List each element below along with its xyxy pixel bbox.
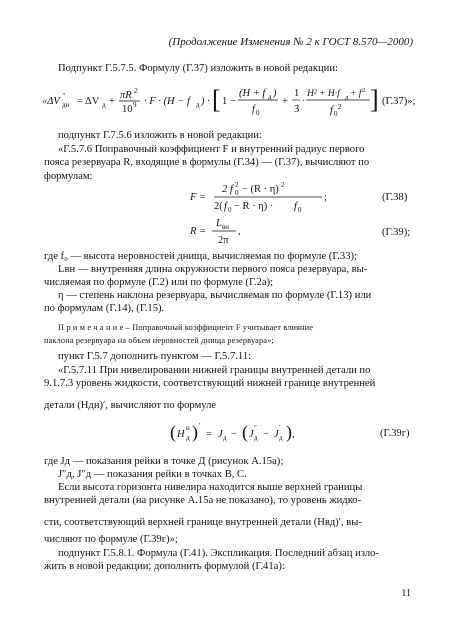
- svg-text:(: (: [170, 422, 176, 442]
- svg-text:″: ″: [62, 92, 65, 100]
- svg-text:д: д: [186, 434, 190, 442]
- svg-text:дн: дн: [62, 101, 70, 109]
- para-g576-line2: пояса резервуара R, входящие в формулы (Г.34) — (Г.37), вычисляют по: [44, 157, 370, 168]
- equation-g38-graphic: [190, 178, 340, 216]
- svg-text:−: −: [263, 429, 269, 440]
- svg-text:− (R · η): − (R · η): [242, 184, 279, 195]
- svg-text:F =: F =: [190, 192, 207, 203]
- svg-text:2: 2: [281, 181, 285, 189]
- svg-text:;: ;: [324, 192, 327, 203]
- svg-text:−: −: [231, 429, 237, 440]
- svg-text:+: +: [109, 96, 115, 107]
- svg-text:J: J: [249, 429, 254, 440]
- equation-g37-number: (Г.37)»;: [382, 96, 416, 107]
- equation-g37: [42, 80, 382, 124]
- para-g581-line2: жить в новой редакции; дополнить формулой (Г.41а):: [44, 561, 285, 572]
- equation-g39g: [170, 420, 340, 448]
- para-g57-add: пункт Г.5.7 дополнить пунктом — Г.5.7.11:: [58, 351, 252, 362]
- para-subclause-g575: Подпункт Г.5.7.5. Формулу (Г.37) изложить в новой редакции:: [58, 63, 338, 74]
- para-g581-line1: подпункт Г.5.8.1. Формула (Г.41). Экспликация. Последний абзац изло-: [58, 548, 380, 559]
- svg-text:0: 0: [334, 110, 338, 118]
- svg-text:f: f: [252, 104, 255, 115]
- svg-text:f: f: [294, 201, 297, 212]
- svg-text:2: 2: [338, 103, 342, 111]
- svg-text:πR: πR: [120, 90, 132, 101]
- para-g5711-line3: детали (Hдн)′, вычисляют по формуле: [44, 400, 217, 411]
- svg-text:J: J: [218, 429, 223, 440]
- svg-text:2: 2: [134, 87, 138, 95]
- equation-g39g-number: (Г.39г): [380, 428, 410, 439]
- page-number: 11: [401, 588, 411, 599]
- para-g5711-line2: 9.1.7.3 уровень жидкости, соответствующий нижней границе внутренней: [44, 378, 376, 389]
- svg-text:д: д: [254, 434, 258, 442]
- svg-text:н: н: [186, 424, 190, 432]
- svg-text:2(: 2(: [214, 201, 223, 212]
- svg-text:): ): [273, 88, 277, 99]
- svg-text:− R · η) ·: − R · η) ·: [234, 201, 274, 212]
- svg-text:вн: вн: [222, 223, 230, 231]
- svg-text:·: ·: [302, 96, 306, 107]
- svg-text:(: (: [242, 422, 248, 442]
- svg-text:(H + f: (H + f: [239, 88, 266, 99]
- svg-text:,: ,: [238, 226, 241, 237]
- svg-text:д: д: [223, 434, 227, 442]
- equation-g39: [190, 214, 270, 248]
- svg-text:H² + H·f: H² + H·f: [307, 89, 340, 99]
- svg-text:R =: R =: [190, 226, 207, 237]
- svg-text:=: =: [206, 429, 212, 440]
- equation-g39-number: (Г.39);: [382, 227, 411, 238]
- equation-g39-graphic: [190, 214, 270, 248]
- svg-text:0: 0: [298, 206, 302, 214]
- svg-text:10: 10: [122, 104, 133, 115]
- svg-text:]: ]: [370, 85, 379, 114]
- svg-text:«ΔV: «ΔV: [42, 96, 60, 107]
- svg-text:· F · (H − f: · F · (H − f: [144, 96, 190, 107]
- svg-text:,: ,: [292, 429, 295, 440]
- svg-text:J: J: [274, 429, 279, 440]
- svg-text:д: д: [345, 94, 349, 101]
- svg-text:L: L: [216, 218, 222, 229]
- svg-text:H: H: [177, 429, 185, 440]
- svg-text:1: 1: [294, 88, 300, 99]
- svg-text:2: 2: [235, 181, 239, 189]
- svg-text:2 f: 2 f: [222, 184, 233, 195]
- svg-text:= ΔV: = ΔV: [77, 96, 100, 107]
- para-g5711-line1: «Г.5.7.11 При нивелировании нижней границы внутренней детали по: [58, 365, 371, 376]
- para-level-line4: числяют по формуле (Г.39г)»;: [44, 534, 178, 545]
- legend-eta-line1: η — степень наклона резервуара, вычисляемая по формуле (Г.13) или: [58, 290, 372, 301]
- svg-text:): ): [192, 422, 198, 442]
- running-header: (Продолжение Изменения № 2 к ГОСТ 8.570—2000): [168, 36, 413, 48]
- note-line2: наклона резервуара на объем неровностей днища резервуара»;: [44, 336, 274, 345]
- legend-lvn-line1: Lвн — внутренняя длина окружности первого пояса резервуара, вы-: [58, 264, 368, 275]
- para-level-line1: Если высота горизонта нивелира находится выше верхней границы: [58, 482, 363, 493]
- svg-text:[: [: [212, 85, 221, 114]
- svg-text:д: д: [102, 101, 106, 109]
- para-level-line2: внутренней детали (на рисунке А.15а не показано), то уровень жидко-: [44, 495, 362, 506]
- svg-text:″: ″: [254, 424, 257, 432]
- note-line1: П р и м е ч а н и е – Поправочный коэффициент F учитывает влияние: [58, 323, 314, 332]
- para-subclause-g756: подпункт Г.7.5.6 изложить в новой редакции:: [58, 130, 262, 141]
- legend-f0: где f₀ — высота неровностей днища, вычисляемая по формуле (Г.33);: [44, 251, 357, 262]
- svg-text:f: f: [330, 105, 333, 116]
- legend-lvn-line2: числяемая по формуле (Г.2) или по формуле (Г.2а);: [44, 277, 274, 288]
- svg-text:0: 0: [228, 206, 232, 214]
- legend-jb-jc: J″д, J″д — показания рейки в точках В, С.: [58, 469, 247, 480]
- svg-text:+: +: [282, 96, 288, 107]
- para-level-line3: сти, соответствующий верхней границе внутренней детали (Hвд)′, вы-: [44, 517, 362, 528]
- equation-g39g-graphic: [170, 420, 340, 448]
- para-g576-line1: «Г.5.7.6 Поправочный коэффициент F и внутренний радиус первого: [58, 144, 365, 155]
- svg-text:): ): [286, 422, 292, 442]
- para-g576-line3: формулам:: [44, 171, 93, 182]
- svg-text:д: д: [196, 101, 200, 109]
- svg-text:2: 2: [362, 87, 366, 94]
- svg-text:) ·: ) ·: [201, 96, 210, 107]
- svg-text:+ f: + f: [350, 89, 362, 99]
- equation-g38-number: (Г.38): [382, 192, 408, 203]
- legend-jd: где Jд — показания рейки в точке Д (рисунок А.15а);: [44, 456, 284, 467]
- svg-text:д: д: [268, 93, 272, 101]
- equation-g37-graphic: [42, 80, 382, 124]
- equation-g38: [190, 178, 340, 216]
- svg-text:′: ′: [199, 422, 201, 430]
- legend-eta-line2: по формулам (Г.14), (Г.15).: [44, 303, 165, 314]
- svg-text:д: д: [279, 434, 283, 442]
- svg-text:1 −: 1 −: [222, 96, 236, 107]
- svg-text:0: 0: [235, 189, 239, 197]
- svg-text:′: ′: [279, 424, 281, 432]
- svg-text:3: 3: [294, 104, 300, 115]
- svg-text:0: 0: [256, 109, 260, 117]
- svg-text:2π: 2π: [218, 235, 229, 246]
- svg-text:f: f: [224, 201, 227, 212]
- svg-text:9: 9: [133, 101, 137, 109]
